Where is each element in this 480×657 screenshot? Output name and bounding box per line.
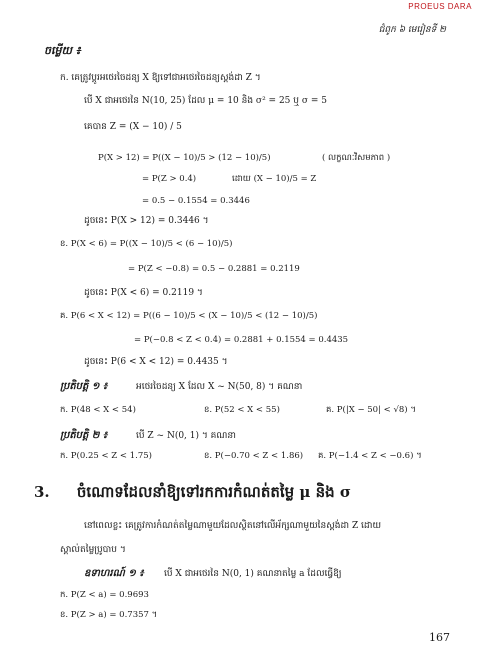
solution-c-step2: = P(−0.8 < Z < 0.4) = 0.2881 + 0.1554 = 0.4435 [134,335,349,345]
section-text-line2: ស្គាល់តម្លៃប្រូបាប ។ [60,545,126,555]
section-heading [34,483,351,505]
example1-item-a: ក. P(Z < a) = 0.9693 [60,590,149,600]
solution-b-step1: ខ. P(X < 6) = P((X − 10)/5 < (6 − 10)/5) [60,239,233,249]
section-text-line1: នៅពេលខ្លះ គេត្រូវការកំណត់តម្លៃណាមួយដែលស្ថិតនៅលើអ័ក្សណាមួយនៃស្តង់ដា Z ដោយ [84,521,382,531]
section-title: ចំណោទដែលនាំឱ្យទៅរកការកំណត់តម្លៃ μ និង σ [76,483,351,501]
exercise1-item-a: ក. P(48 < X < 54) [60,405,136,415]
solution-a-step2: = P(Z > 0.4) [142,174,197,184]
exercise1-title: ប្រតិបត្តិ ១ ៖ [60,381,108,392]
solution-b-step2: = P(Z < −0.8) = 0.5 − 0.2881 = 0.2119 [128,264,300,274]
example1-title: ឧទាហរណ៍ ១ ៖ [84,568,144,579]
solution-a-step1: P(X > 12) = P((X − 10)/5 > (12 − 10)/5) [98,153,271,163]
solution-a-intro: ក. គេត្រូវប្តូរអថេរចៃដន្យ X ឱ្យទៅជាអថេរចៃដន្យស្តង់ដា Z ។ [60,73,261,83]
solution-a-step2-note: ដោយ (X − 10)/5 = Z [232,174,317,184]
example1-item-b: ខ. P(Z > a) = 0.7357 ។ [60,610,158,620]
solution-a-given: បើ X ជាអថេរនៃ N(10, 25) ដែល μ = 10 និង σ² = 25 ឬ σ = 5 [84,96,327,106]
solution-a-step1-note: ( លក្ខណៈវិសមភាព ) [322,153,391,163]
example1-text: បើ X ជាអថេរនៃ N(0, 1) គណនាតម្លៃ a ដែលធ្វើឱ្យ [164,569,342,579]
brand-label: PROEUS DARA [408,2,472,11]
exercise1-text: អថេរចៃដន្យ X ដែល X ~ N(50, 8) ។ គណនា [136,382,303,392]
section-number: 3. [34,483,50,501]
page-number: 167 [429,631,450,644]
solution-a-result: ដូចនេះ P(X > 12) = 0.3446 ។ [84,216,209,226]
solution-c-result: ដូចនេះ P(6 < X < 12) = 0.4435 ។ [84,357,228,367]
chapter-header: ជំពូក ៦ មេរៀនទី ២ [378,25,446,35]
solution-b-result: ដូចនេះ P(X < 6) = 0.2119 ។ [84,288,203,298]
exercise2-item-c: គ. P(−1.4 < Z < −0.6) ។ [318,451,422,461]
exercise2-item-b: ខ. P(−0.70 < Z < 1.86) [204,451,304,461]
exercise2-title: ប្រតិបត្តិ ២ ៖ [60,430,108,441]
exercise1-item-b: ខ. P(52 < X < 55) [204,405,280,415]
solution-c-step1: គ. P(6 < X < 12) = P((6 − 10)/5 < (X − 10)/5 < (12 − 10)/5) [60,311,318,321]
exercise1-item-c: គ. P(|X − 50| < √8) ។ [326,405,416,415]
solution-a-z: គេបាន Z = (X − 10) / 5 [84,122,182,132]
solution-a-step3: = 0.5 − 0.1554 = 0.3446 [142,196,250,206]
exercise2-text: បើ Z ~ N(0, 1) ។ គណនា [136,431,236,441]
answer-heading: ចម្លើយ ៖ [44,44,81,57]
exercise2-item-a: ក. P(0.25 < Z < 1.75) [60,451,152,461]
